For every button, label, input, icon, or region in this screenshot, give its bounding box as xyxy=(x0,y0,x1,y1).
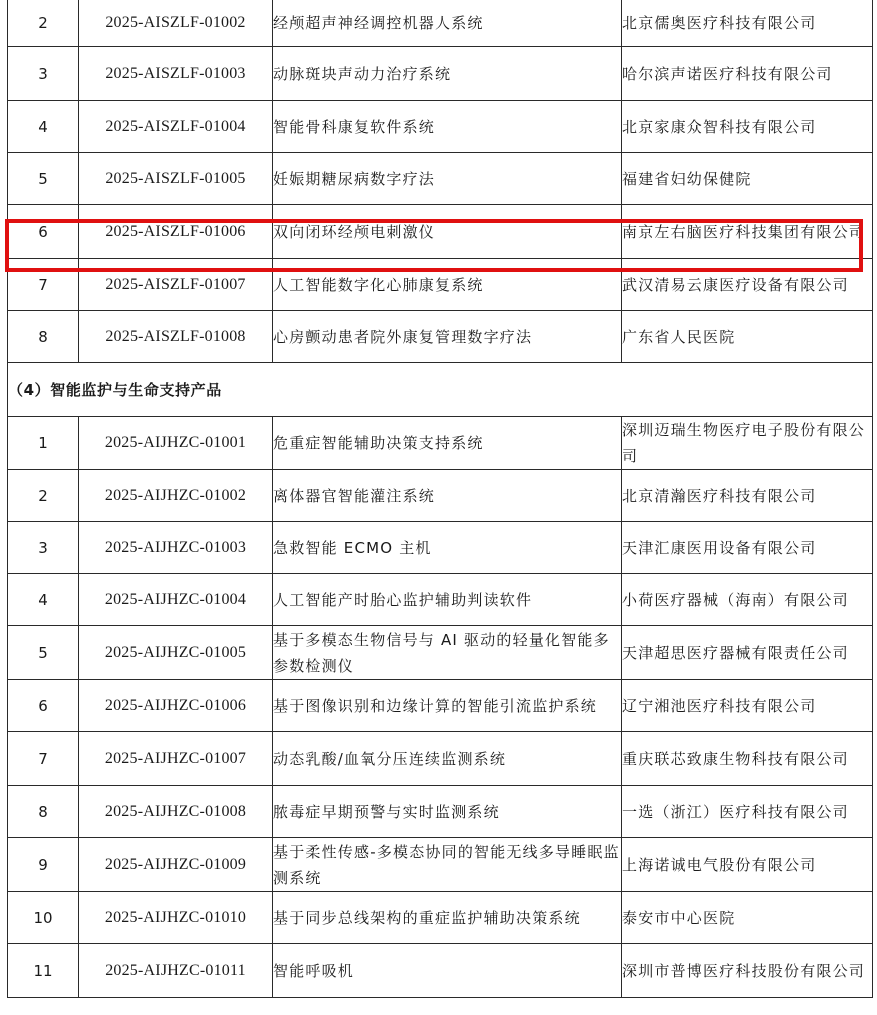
row-number: 5 xyxy=(8,626,79,680)
product-code: 2025-AIJHZC-01010 xyxy=(79,892,273,944)
applicant-org: 辽宁湘池医疗科技有限公司 xyxy=(622,680,873,732)
product-name: 危重症智能辅助决策支持系统 xyxy=(273,417,622,470)
product-code: 2025-AIJHZC-01001 xyxy=(79,417,273,470)
applicant-org: 天津汇康医用设备有限公司 xyxy=(622,522,873,574)
row-number: 3 xyxy=(8,47,79,101)
row-number: 11 xyxy=(8,944,79,998)
applicant-org: 一选（浙江）医疗科技有限公司 xyxy=(622,786,873,838)
row-number: 5 xyxy=(8,153,79,205)
table-row xyxy=(8,732,873,786)
applicant-org: 深圳市普博医疗科技股份有限公司 xyxy=(622,944,873,998)
table-row xyxy=(8,574,873,626)
row-number: 8 xyxy=(8,311,79,363)
table-row xyxy=(8,470,873,522)
row-number: 3 xyxy=(8,522,79,574)
product-name: 离体器官智能灌注系统 xyxy=(273,470,622,522)
product-code: 2025-AIJHZC-01008 xyxy=(79,786,273,838)
applicant-org: 上海诺诚电气股份有限公司 xyxy=(622,838,873,892)
product-code: 2025-AISZLF-01005 xyxy=(79,153,273,205)
section-title: （4）智能监护与生命支持产品 xyxy=(8,363,873,417)
product-name: 急救智能 ECMO 主机 xyxy=(273,522,622,574)
applicant-org: 小荷医疗器械（海南）有限公司 xyxy=(622,574,873,626)
applicant-org: 广东省人民医院 xyxy=(622,311,873,363)
table-row xyxy=(8,944,873,998)
applicant-org: 武汉清易云康医疗设备有限公司 xyxy=(622,259,873,311)
row-number: 1 xyxy=(8,417,79,470)
applicant-org: 泰安市中心医院 xyxy=(622,892,873,944)
row-number: 6 xyxy=(8,205,79,259)
row-number: 7 xyxy=(8,259,79,311)
product-code: 2025-AIJHZC-01007 xyxy=(79,732,273,786)
product-code: 2025-AIJHZC-01005 xyxy=(79,626,273,680)
row-number: 8 xyxy=(8,786,79,838)
table-row xyxy=(8,522,873,574)
product-code: 2025-AIJHZC-01004 xyxy=(79,574,273,626)
table-row xyxy=(8,259,873,311)
applicant-org: 北京清瀚医疗科技有限公司 xyxy=(622,470,873,522)
applicant-org: 南京左右脑医疗科技集团有限公司 xyxy=(622,205,873,259)
row-number: 7 xyxy=(8,732,79,786)
row-number: 2 xyxy=(8,0,79,47)
product-name: 脓毒症早期预警与实时监测系统 xyxy=(273,786,622,838)
row-number: 9 xyxy=(8,838,79,892)
product-code: 2025-AISZLF-01004 xyxy=(79,101,273,153)
product-name: 心房颤动患者院外康复管理数字疗法 xyxy=(273,311,622,363)
applicant-org: 北京儒奥医疗科技有限公司 xyxy=(622,0,873,47)
product-name: 基于同步总线架构的重症监护辅助决策系统 xyxy=(273,892,622,944)
row-number: 6 xyxy=(8,680,79,732)
product-code: 2025-AIJHZC-01002 xyxy=(79,470,273,522)
applicant-org: 天津超思医疗器械有限责任公司 xyxy=(622,626,873,680)
table-row xyxy=(8,417,873,470)
applicant-org: 深圳迈瑞生物医疗电子股份有限公司 xyxy=(622,417,873,470)
product-list-table xyxy=(7,0,873,998)
product-name: 妊娠期糖尿病数字疗法 xyxy=(273,153,622,205)
row-number: 4 xyxy=(8,101,79,153)
product-code: 2025-AISZLF-01003 xyxy=(79,47,273,101)
product-name: 智能骨科康复软件系统 xyxy=(273,101,622,153)
product-name: 经颅超声神经调控机器人系统 xyxy=(273,0,622,47)
product-code: 2025-AIJHZC-01011 xyxy=(79,944,273,998)
product-name: 双向闭环经颅电刺激仪 xyxy=(273,205,622,259)
product-code: 2025-AIJHZC-01006 xyxy=(79,680,273,732)
table-row xyxy=(8,0,873,47)
applicant-org: 福建省妇幼保健院 xyxy=(622,153,873,205)
applicant-org: 重庆联芯致康生物科技有限公司 xyxy=(622,732,873,786)
product-code: 2025-AISZLF-01006 xyxy=(79,205,273,259)
product-name: 动脉斑块声动力治疗系统 xyxy=(273,47,622,101)
row-number: 2 xyxy=(8,470,79,522)
product-name: 基于图像识别和边缘计算的智能引流监护系统 xyxy=(273,680,622,732)
applicant-org: 哈尔滨声诺医疗科技有限公司 xyxy=(622,47,873,101)
table-row xyxy=(8,680,873,732)
product-name: 动态乳酸/血氧分压连续监测系统 xyxy=(273,732,622,786)
table-row xyxy=(8,153,873,205)
product-code: 2025-AISZLF-01008 xyxy=(79,311,273,363)
product-code: 2025-AIJHZC-01009 xyxy=(79,838,273,892)
product-name: 人工智能产时胎心监护辅助判读软件 xyxy=(273,574,622,626)
table-row xyxy=(8,892,873,944)
table-row xyxy=(8,838,873,892)
applicant-org: 北京家康众智科技有限公司 xyxy=(622,101,873,153)
table-row xyxy=(8,101,873,153)
product-code: 2025-AISZLF-01007 xyxy=(79,259,273,311)
table-row xyxy=(8,786,873,838)
table-row xyxy=(8,626,873,680)
table-row xyxy=(8,311,873,363)
table-row-highlighted xyxy=(8,205,873,259)
product-name: 智能呼吸机 xyxy=(273,944,622,998)
product-code: 2025-AISZLF-01002 xyxy=(79,0,273,47)
product-code: 2025-AIJHZC-01003 xyxy=(79,522,273,574)
row-number: 10 xyxy=(8,892,79,944)
product-name: 基于多模态生物信号与 AI 驱动的轻量化智能多参数检测仪 xyxy=(273,626,622,680)
product-name: 基于柔性传感-多模态协同的智能无线多导睡眠监测系统 xyxy=(273,838,622,892)
row-number: 4 xyxy=(8,574,79,626)
section-header-row xyxy=(8,363,873,417)
table-row xyxy=(8,47,873,101)
product-name: 人工智能数字化心肺康复系统 xyxy=(273,259,622,311)
